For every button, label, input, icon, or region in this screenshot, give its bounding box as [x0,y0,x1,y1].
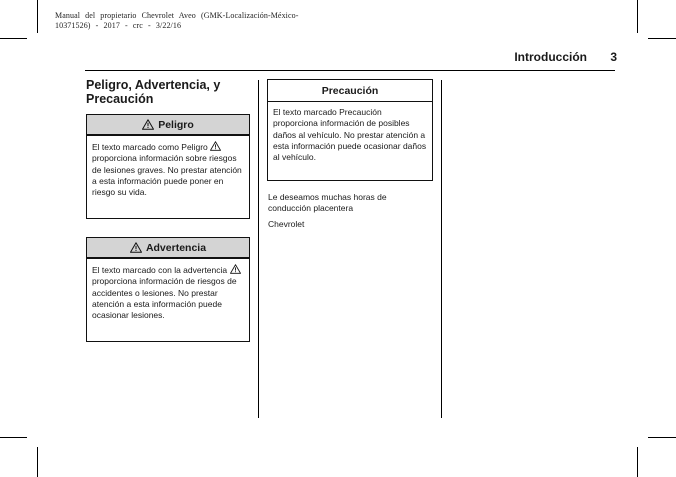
danger-notice-text-end: proporciona información sobre riesgos de lesiones graves. No prestar atención a esta información puede poner en riesgo su vida. [92,153,242,198]
caution-notice-body: El texto marcado Precaución proporciona información de posibles daños al vehículo. No prestar atención a esta información puede ocasionar daños al vehículo. [273,107,427,163]
warning-notice-title: Advertencia [145,241,207,254]
crop-mark-bottom-left-h [0,437,27,438]
closing-signature: Chevrolet [268,219,305,229]
danger-notice-body [87,136,249,202]
warning-notice-text-start: El texto marcado con la advertencia [92,265,230,275]
column-divider-1 [258,80,259,418]
print-metadata-line1: Manual del propietario Chevrolet Aveo (GMK-Localización-México- [55,11,299,20]
header-rule [85,70,615,71]
page-number: 3 [610,50,617,64]
crop-mark-bottom-right-h [648,437,676,438]
running-header-title: Introducción [514,50,587,64]
danger-notice-text-start: El texto marcado como Peligro [92,142,211,152]
section-heading: Peligro, Advertencia, y Precaución [86,78,221,106]
crop-mark-top-left-v [37,0,38,33]
warning-notice-box [86,237,250,342]
danger-notice-header [87,115,249,136]
warning-triangle-icon [230,264,241,274]
danger-notice-title: Peligro [158,118,194,131]
crop-mark-top-right-v [637,0,638,33]
warning-triangle-icon [210,141,221,151]
caution-notice-header [268,80,432,102]
closing-message: Le deseamos muchas horas de conducción placentera [268,192,387,214]
crop-mark-bottom-left-v [37,447,38,477]
warning-notice-header [87,238,249,259]
print-metadata [55,11,299,31]
warning-notice-text-end: proporciona información de riesgos de accidentes o lesiones. No prestar atención a esta información puede ocasionar lesiones. [92,276,237,321]
column-divider-2 [441,80,442,418]
caution-notice-title: Precaución [321,84,379,97]
caution-notice-box [267,79,433,181]
crop-mark-top-right-h [648,38,676,39]
crop-mark-top-left-h [0,38,27,39]
crop-mark-bottom-right-v [637,447,638,477]
warning-triangle-icon [130,242,142,253]
danger-notice-box [86,114,250,219]
print-metadata-line2: 10371526) - 2017 - crc - 3/22/16 [55,21,182,30]
warning-notice-body [87,259,249,325]
warning-triangle-icon [142,119,154,130]
